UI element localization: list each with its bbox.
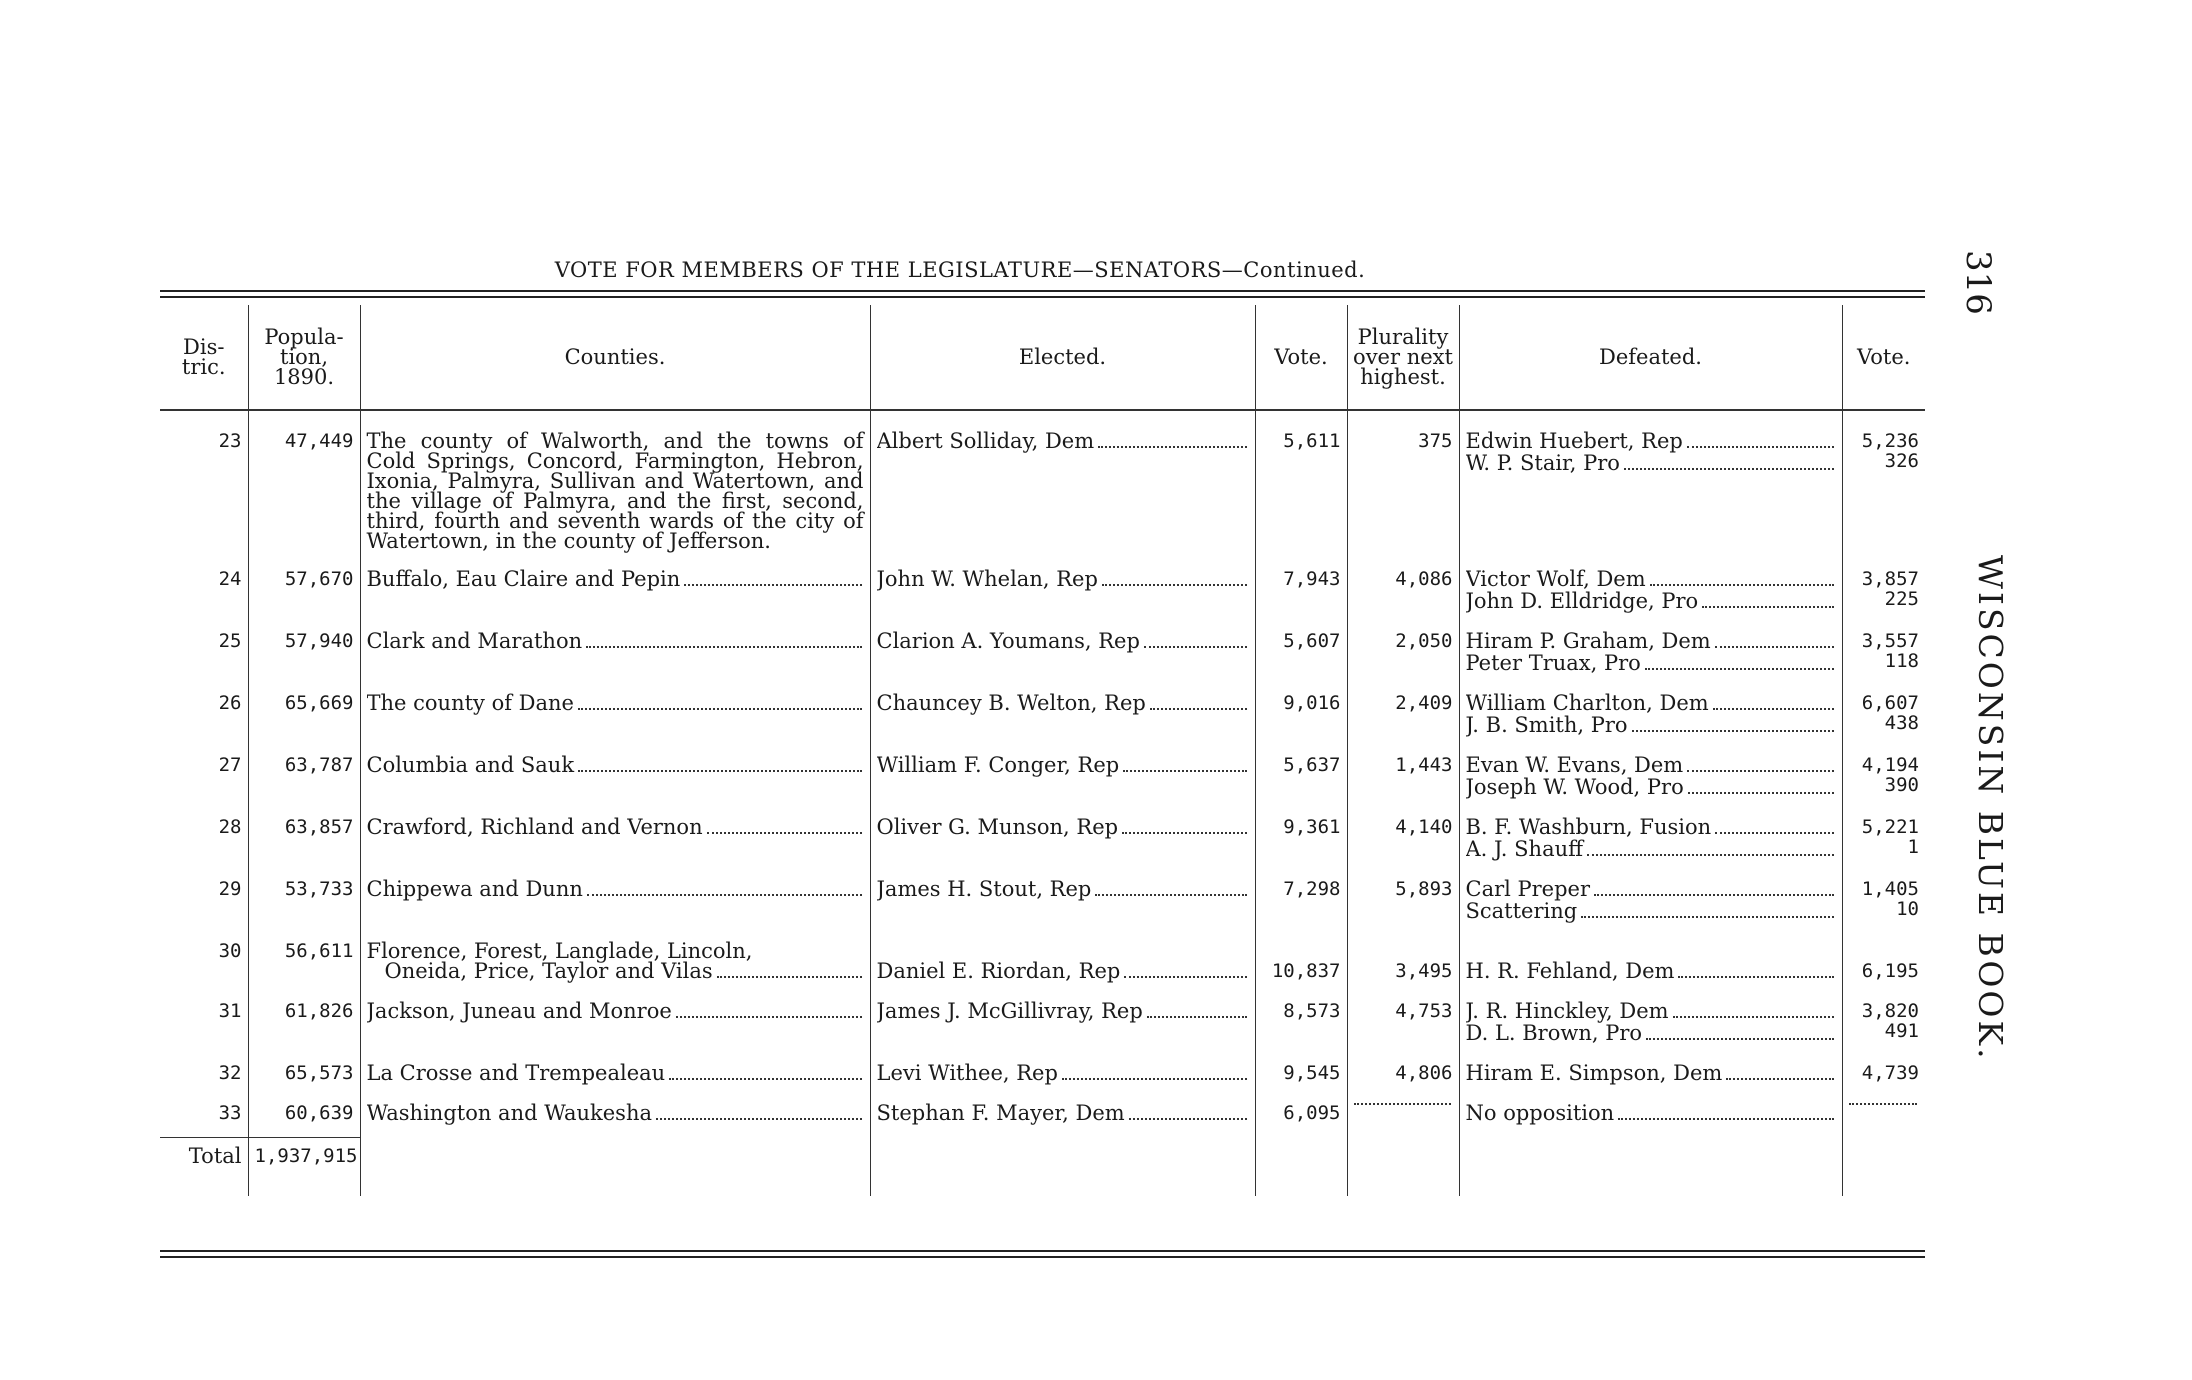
counties-text: Clark and Marathon <box>366 631 583 653</box>
vote-cell: 9,016 <box>1255 687 1347 749</box>
elected-cell <box>870 811 1255 873</box>
elected-name: Chauncey B. Welton, Rep <box>876 693 1146 715</box>
counties-cell <box>360 1097 870 1137</box>
defeated-cell <box>1459 995 1842 1057</box>
vote-cell: 7,943 <box>1255 563 1347 625</box>
defeated-vote: 10 <box>1896 898 1919 920</box>
defeated-vote: 390 <box>1884 774 1919 796</box>
district-cell: 31 <box>218 1000 242 1022</box>
defeated-name: Hiram P. Graham, Dem <box>1465 631 1711 653</box>
top-rule-2 <box>160 296 1925 298</box>
defeated-vote: 6,607 <box>1861 692 1919 714</box>
elected-name: Levi Withee, Rep <box>876 1063 1058 1085</box>
defeated-vote: 118 <box>1884 650 1919 672</box>
defeated-cell <box>1459 873 1842 935</box>
defeated-cell <box>1459 749 1842 811</box>
header-district: Dis-tric. <box>160 305 248 410</box>
senators-table-wrap <box>160 305 1925 1196</box>
defeated-vote-cell <box>1842 563 1925 625</box>
header-defeated: Defeated. <box>1459 305 1842 410</box>
defeated-name: Victor Wolf, Dem <box>1465 569 1646 591</box>
table-row <box>160 935 1925 995</box>
elected-name: Oliver G. Munson, Rep <box>876 817 1119 839</box>
counties-text: Chippewa and Dunn <box>366 879 583 901</box>
defeated-cell <box>1459 625 1842 687</box>
plurality-cell: 2,409 <box>1347 687 1459 749</box>
defeated-cell <box>1459 1097 1842 1137</box>
defeated-cell <box>1459 935 1842 995</box>
counties-text: Columbia and Sauk <box>366 755 575 777</box>
plurality-cell <box>1347 1097 1459 1137</box>
elected-name: John W. Whelan, Rep <box>876 569 1098 591</box>
running-head: WISCONSIN BLUE BOOK. <box>1971 555 2010 1062</box>
bottom-rule <box>160 1250 1925 1252</box>
population-cell: 63,857 <box>248 811 360 873</box>
table-row <box>160 873 1925 935</box>
vote-cell <box>1255 935 1347 995</box>
counties-cell <box>360 563 870 625</box>
defeated-name: Evan W. Evans, Dem <box>1465 755 1684 777</box>
table-body <box>160 410 1925 1196</box>
counties-cell <box>360 1057 870 1097</box>
header-elected: Elected. <box>870 305 1255 410</box>
counties-text: La Crosse and Trempealeau <box>366 1063 666 1085</box>
defeated-vote: 1 <box>1907 836 1919 858</box>
vote-cell: 5,611 <box>1255 425 1347 563</box>
defeated-vote-cell <box>1842 749 1925 811</box>
defeated-vote: 3,820 <box>1861 1000 1919 1022</box>
counties-cell <box>360 687 870 749</box>
defeated-cell <box>1459 425 1842 563</box>
counties-text: Washington and Waukesha <box>366 1103 652 1125</box>
counties-text: Crawford, Richland and Vernon <box>366 817 703 839</box>
defeated-name: A. J. Shauff <box>1465 839 1584 861</box>
elected-cell <box>870 935 1255 995</box>
elected-cell <box>870 425 1255 563</box>
plurality-value: 3,495 <box>1395 960 1453 982</box>
bottom-rule-2 <box>160 1256 1925 1258</box>
defeated-name: William Charlton, Dem <box>1465 693 1709 715</box>
defeated-vote: 491 <box>1884 1020 1919 1042</box>
table-row <box>160 1097 1925 1137</box>
population-cell: 65,669 <box>248 687 360 749</box>
elected-name: Stephan F. Mayer, Dem <box>876 1103 1125 1125</box>
defeated-name: Joseph W. Wood, Pro <box>1465 777 1684 799</box>
total-row <box>160 1137 1925 1196</box>
defeated-vote-cell <box>1842 995 1925 1057</box>
defeated-cell <box>1459 687 1842 749</box>
vote-cell: 8,573 <box>1255 995 1347 1057</box>
population-cell: 63,787 <box>248 749 360 811</box>
plurality-cell: 4,140 <box>1347 811 1459 873</box>
table-row <box>160 425 1925 563</box>
plurality-cell: 4,753 <box>1347 995 1459 1057</box>
total-population: 1,937,915 <box>248 1137 360 1196</box>
counties-text: The county of Dane <box>366 693 574 715</box>
counties-cell <box>360 935 870 995</box>
population-cell: 47,449 <box>248 425 360 563</box>
defeated-name: W. P. Stair, Pro <box>1465 453 1620 475</box>
population-cell: 57,940 <box>248 625 360 687</box>
population-cell: 65,573 <box>248 1057 360 1097</box>
district-cell: 32 <box>218 1062 242 1084</box>
defeated-name: Scattering <box>1465 901 1578 923</box>
defeated-name: Edwin Huebert, Rep <box>1465 431 1683 453</box>
table-caption: VOTE FOR MEMBERS OF THE LEGISLATURE—SENATORS—Continued. <box>554 258 1366 282</box>
defeated-cell <box>1459 811 1842 873</box>
defeated-cell <box>1459 1057 1842 1097</box>
defeated-vote-cell <box>1842 1097 1925 1137</box>
defeated-vote: 3,857 <box>1861 568 1919 590</box>
district-cell: 27 <box>218 754 242 776</box>
district-cell: 24 <box>218 568 242 590</box>
elected-cell <box>870 995 1255 1057</box>
defeated-vote: 1,405 <box>1861 878 1919 900</box>
plurality-cell: 5,893 <box>1347 873 1459 935</box>
defeated-vote: 4,739 <box>1861 1062 1919 1084</box>
elected-cell <box>870 1097 1255 1137</box>
defeated-vote: 326 <box>1884 450 1919 472</box>
population-cell: 60,639 <box>248 1097 360 1137</box>
elected-cell <box>870 1057 1255 1097</box>
defeated-vote-cell <box>1842 425 1925 563</box>
header-vote-defeated: Vote. <box>1842 305 1925 410</box>
vote-cell: 9,545 <box>1255 1057 1347 1097</box>
defeated-vote: 225 <box>1884 588 1919 610</box>
district-cell: 25 <box>218 630 242 652</box>
table-row <box>160 995 1925 1057</box>
elected-cell <box>870 873 1255 935</box>
defeated-name: B. F. Washburn, Fusion <box>1465 817 1712 839</box>
counties-cell <box>360 995 870 1057</box>
header-row <box>160 305 1925 410</box>
elected-cell <box>870 563 1255 625</box>
population-cell: 53,733 <box>248 873 360 935</box>
district-cell: 29 <box>218 878 242 900</box>
defeated-name: J. B. Smith, Pro <box>1465 715 1628 737</box>
defeated-vote-cell <box>1842 935 1925 995</box>
population-cell: 56,611 <box>248 935 360 995</box>
counties-text: Buffalo, Eau Claire and Pepin <box>366 569 681 591</box>
counties-cell <box>360 811 870 873</box>
counties-cell <box>360 873 870 935</box>
elected-name: James H. Stout, Rep <box>876 879 1092 901</box>
table-row <box>160 687 1925 749</box>
defeated-vote: 6,195 <box>1861 960 1919 982</box>
defeated-vote: 3,557 <box>1861 630 1919 652</box>
header-population: Popula-tion, 1890. <box>248 305 360 410</box>
table-row <box>160 749 1925 811</box>
plurality-cell: 4,086 <box>1347 563 1459 625</box>
vote-cell: 6,095 <box>1255 1097 1347 1137</box>
vote-cell: 7,298 <box>1255 873 1347 935</box>
defeated-name: D. L. Brown, Pro <box>1465 1023 1643 1045</box>
plurality-cell: 375 <box>1347 425 1459 563</box>
vote-cell: 5,637 <box>1255 749 1347 811</box>
elected-cell <box>870 749 1255 811</box>
defeated-vote-cell <box>1842 625 1925 687</box>
defeated-name: H. R. Fehland, Dem <box>1465 961 1675 983</box>
table-row <box>160 625 1925 687</box>
table-row <box>160 563 1925 625</box>
elected-name: William F. Conger, Rep <box>876 755 1120 777</box>
plurality-cell: 4,806 <box>1347 1057 1459 1097</box>
counties-text: Jackson, Juneau and Monroe <box>366 1001 672 1023</box>
defeated-name: J. R. Hinckley, Dem <box>1465 1001 1669 1023</box>
defeated-vote: 5,236 <box>1861 430 1919 452</box>
defeated-name: Peter Truax, Pro <box>1465 653 1641 675</box>
page-number: 316 <box>1958 250 1998 315</box>
header-vote: Vote. <box>1255 305 1347 410</box>
elected-name: Daniel E. Riordan, Rep <box>876 961 1121 983</box>
plurality-cell: 2,050 <box>1347 625 1459 687</box>
vote-cell: 9,361 <box>1255 811 1347 873</box>
vote-value: 10,837 <box>1271 960 1341 982</box>
counties-cell <box>360 749 870 811</box>
defeated-name: John D. Elldridge, Pro <box>1465 591 1699 613</box>
defeated-vote-cell <box>1842 1057 1925 1097</box>
defeated-name: Carl Preper <box>1465 879 1591 901</box>
elected-name: Albert Solliday, Dem <box>876 431 1095 453</box>
defeated-vote-cell <box>1842 873 1925 935</box>
defeated-vote-cell <box>1842 811 1925 873</box>
defeated-vote: 438 <box>1884 712 1919 734</box>
district-cell: 30 <box>218 940 242 962</box>
plurality-cell: 1,443 <box>1347 749 1459 811</box>
spacer-row <box>160 410 1925 425</box>
elected-name: Clarion A. Youmans, Rep <box>876 631 1140 653</box>
vote-cell: 5,607 <box>1255 625 1347 687</box>
district-cell: 26 <box>218 692 242 714</box>
counties-cell <box>360 625 870 687</box>
counties-text: Oneida, Price, Taylor and Vilas <box>384 961 713 983</box>
district-cell: 33 <box>218 1102 242 1124</box>
elected-name: James J. McGillivray, Rep <box>876 1001 1143 1023</box>
elected-cell <box>870 625 1255 687</box>
defeated-cell <box>1459 563 1842 625</box>
table-row <box>160 1057 1925 1097</box>
counties-cell: The county of Walworth, and the towns of Cold Springs, Concord, Farmington, Hebron, Ixonia, Palmyra, Sullivan and Watertown, and the village of Palmyra, and the first, second, third, fourth and seventh wards of the city of Watertown, in the county of Jefferson. <box>360 425 870 563</box>
defeated-name: No opposition <box>1465 1103 1615 1125</box>
total-label: Total <box>160 1137 248 1196</box>
counties-text: Florence, Forest, Langlade, Lincoln, <box>366 939 753 963</box>
population-cell: 61,826 <box>248 995 360 1057</box>
defeated-vote-cell <box>1842 687 1925 749</box>
population-cell: 57,670 <box>248 563 360 625</box>
defeated-name: Hiram E. Simpson, Dem <box>1465 1063 1723 1085</box>
elected-cell <box>870 687 1255 749</box>
header-counties: Counties. <box>360 305 870 410</box>
table-row <box>160 811 1925 873</box>
defeated-vote: 4,194 <box>1861 754 1919 776</box>
defeated-vote: 5,221 <box>1861 816 1919 838</box>
district-cell: 28 <box>218 816 242 838</box>
district-cell: 23 <box>218 430 242 452</box>
senators-table <box>160 305 1925 1196</box>
header-plurality: Plurality over next highest. <box>1347 305 1459 410</box>
top-rule <box>160 290 1925 292</box>
plurality-cell <box>1347 935 1459 995</box>
